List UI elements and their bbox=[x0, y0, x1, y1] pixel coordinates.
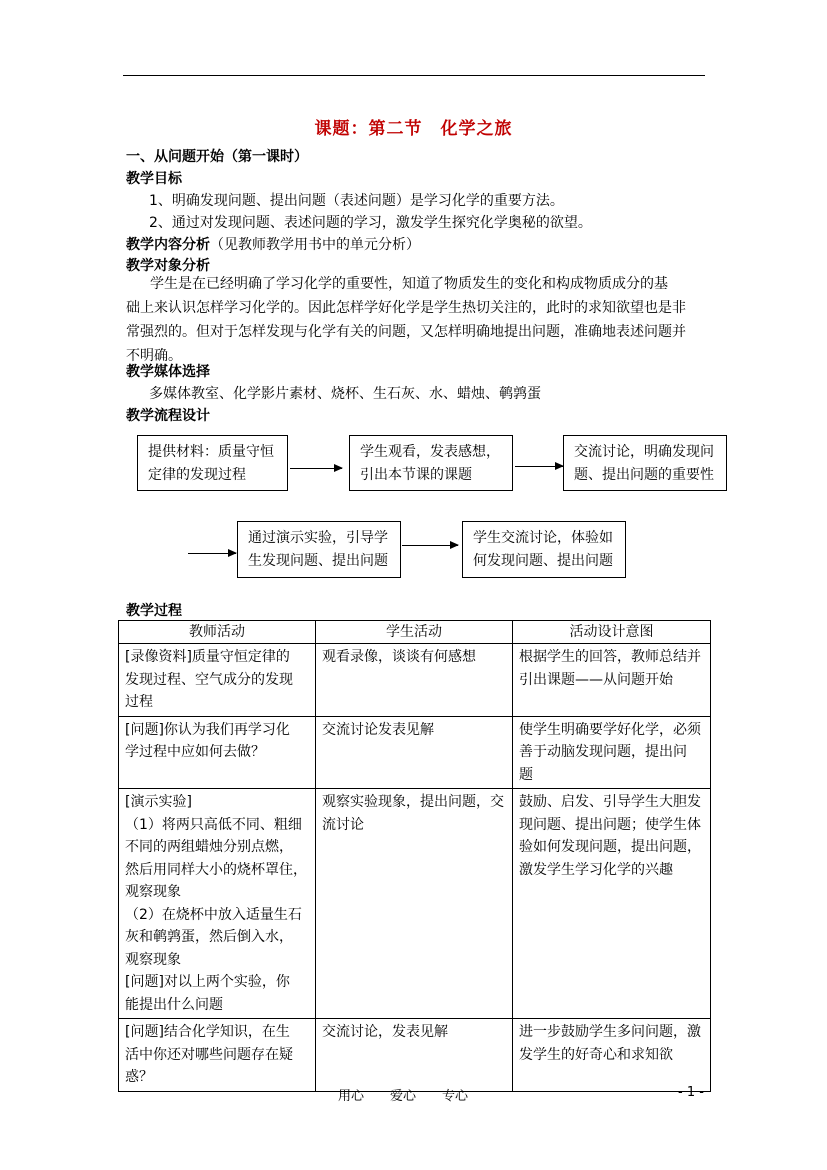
footer-item: 用心 bbox=[338, 1089, 365, 1104]
cell-line: 使学生明确要学好化学，必须 bbox=[519, 721, 701, 738]
flow-box-text: 定律的发现过程 bbox=[148, 467, 246, 483]
cell-line: 过程 bbox=[125, 694, 153, 710]
table-row bbox=[119, 644, 711, 717]
column-header-student: 学生活动 bbox=[316, 621, 513, 644]
cell-line: [问题]对以上两个实验，你 bbox=[125, 974, 290, 990]
cell-line: 观看录像，谈谈有何感想 bbox=[322, 649, 476, 665]
flow-arrow bbox=[188, 553, 236, 554]
cell-line: 观察现象 bbox=[125, 951, 181, 968]
object-analysis-heading: 教学对象分析 bbox=[126, 258, 210, 274]
paragraph-line: 常强烈的。但对于怎样发现与化学有关的问题，又怎样明确地提出问题，准确地表述问题并 bbox=[126, 324, 686, 340]
flow-box-3 bbox=[563, 435, 727, 491]
process-table bbox=[118, 620, 711, 1092]
flow-box-text: 何发现问题、提出问题 bbox=[473, 553, 613, 569]
goal-item-1: 1、明确发现问题、提出问题（表述问题）是学习化学的重要方法。 bbox=[149, 193, 564, 209]
content-analysis-title: 教学内容分析 bbox=[126, 237, 210, 253]
cell-line: 能提出什么问题 bbox=[125, 996, 223, 1013]
section-heading: 一、从问题开始（第一课时） bbox=[126, 149, 308, 165]
flow-box-text: 题、提出问题的重要性 bbox=[574, 467, 714, 483]
footer-item: 专心 bbox=[442, 1089, 469, 1104]
cell-line: 然后用同样大小的烧杯罩住， bbox=[125, 861, 307, 878]
table-header-row bbox=[119, 621, 711, 644]
cell-line: 善于动脑发现问题，提出问 bbox=[519, 744, 687, 760]
flow-box-text: 通过演示实验，引导学 bbox=[248, 530, 388, 546]
teacher-cell bbox=[119, 644, 316, 717]
flow-box-1 bbox=[137, 435, 288, 491]
cell-line: 活中你还对哪些问题存在疑 bbox=[125, 1046, 293, 1063]
paragraph-line: 础上来认识怎样学习化学的。因此怎样学好化学是学生热切关注的，此时的求知欲望也是非 bbox=[126, 300, 686, 316]
table-row bbox=[119, 1019, 711, 1092]
cell-line: [问题]结合化学知识，在生 bbox=[125, 1024, 290, 1040]
cell-line: 激发学生学习化学的兴趣 bbox=[519, 861, 673, 878]
flow-box-text: 学生观看，发表感想， bbox=[360, 444, 500, 460]
student-cell bbox=[316, 716, 513, 789]
flow-box-5 bbox=[462, 521, 626, 578]
cell-line: [演示实验] bbox=[125, 794, 192, 810]
cell-line: 观察现象 bbox=[125, 884, 181, 900]
cell-line: 进一步鼓励学生多问问题，激 bbox=[519, 1024, 701, 1040]
cell-line: 验如何发现问题，提出问题， bbox=[519, 839, 701, 855]
teacher-cell bbox=[119, 716, 316, 789]
cell-line: 观察实验现象，提出问题，交 bbox=[322, 794, 504, 810]
flow-arrow bbox=[402, 545, 458, 546]
cell-line: 灰和鹌鹑蛋，然后倒入水， bbox=[125, 929, 293, 945]
flow-heading: 教学流程设计 bbox=[126, 408, 210, 424]
student-cell bbox=[316, 789, 513, 1019]
flow-arrow bbox=[290, 468, 342, 469]
design-cell bbox=[513, 1019, 711, 1092]
flow-box-2 bbox=[349, 435, 513, 491]
header-rule bbox=[123, 75, 705, 76]
cell-line: 学过程中应如何去做？ bbox=[125, 744, 265, 760]
design-cell bbox=[513, 644, 711, 717]
cell-line: （2）在烧杯中放入适量生石 bbox=[125, 906, 302, 923]
cell-line: 流讨论 bbox=[322, 816, 364, 833]
flow-box-4 bbox=[237, 521, 401, 578]
flow-box-text: 学生交流讨论，体验如 bbox=[473, 530, 613, 546]
cell-line: 根据学生的回答，教师总结并 bbox=[519, 649, 701, 665]
cell-line: [问题]你认为我们再学习化 bbox=[125, 721, 290, 738]
teacher-cell bbox=[119, 789, 316, 1019]
cell-line: 不同的两组蜡烛分别点燃， bbox=[125, 839, 293, 855]
process-heading: 教学过程 bbox=[126, 603, 182, 619]
object-analysis-paragraph bbox=[126, 272, 706, 368]
content-analysis-heading bbox=[126, 234, 420, 254]
page-number: - 1 - bbox=[678, 1085, 704, 1100]
footer-motto bbox=[338, 1085, 494, 1104]
cell-line: （1）将两只高低不同、粗细 bbox=[125, 816, 302, 833]
cell-line: 鼓励、启发、引导学生大胆发 bbox=[519, 794, 701, 810]
flow-box-text: 引出本节课的课题 bbox=[360, 467, 472, 483]
flow-box-text: 生发现问题、提出问题 bbox=[248, 553, 388, 569]
flow-arrow bbox=[515, 466, 563, 467]
paragraph-line: 学生是在已经明确了学习化学的重要性，知道了物质发生的变化和构成物质成分的基 bbox=[150, 276, 668, 292]
page-title: 课题：第二节 化学之旅 bbox=[314, 119, 513, 139]
student-cell bbox=[316, 644, 513, 717]
footer-item: 爱心 bbox=[390, 1089, 417, 1104]
flow-box-text: 提供材料：质量守恒 bbox=[148, 444, 274, 460]
design-cell bbox=[513, 789, 711, 1019]
content-analysis-note: （见教师教学用书中的单元分析） bbox=[210, 237, 420, 253]
column-header-teacher: 教师活动 bbox=[119, 621, 316, 644]
table-row bbox=[119, 789, 711, 1019]
student-cell bbox=[316, 1019, 513, 1092]
cell-line: 惑？ bbox=[125, 1069, 153, 1085]
cell-line: 交流讨论，发表见解 bbox=[322, 1024, 448, 1040]
teacher-cell bbox=[119, 1019, 316, 1092]
flow-box-text: 交流讨论，明确发现问 bbox=[574, 444, 714, 460]
cell-line: 发现过程、空气成分的发现 bbox=[125, 671, 293, 688]
goals-heading: 教学目标 bbox=[126, 171, 182, 187]
paragraph-line: 不明确。 bbox=[126, 348, 182, 364]
media-text: 多媒体教室、化学影片素材、烧杯、生石灰、水、蜡烛、鹌鹑蛋 bbox=[149, 386, 541, 402]
cell-line: 交流讨论发表见解 bbox=[322, 721, 434, 738]
cell-line: 引出课题——从问题开始 bbox=[519, 671, 673, 688]
cell-line: [录像资料]质量守恒定律的 bbox=[125, 649, 290, 665]
design-cell bbox=[513, 716, 711, 789]
media-heading: 教学媒体选择 bbox=[126, 364, 210, 380]
goal-item-2: 2、通过对发现问题、表述问题的学习，激发学生探究化学奥秘的欲望。 bbox=[149, 215, 592, 231]
cell-line: 发学生的好奇心和求知欲 bbox=[519, 1046, 673, 1063]
cell-line: 现问题、提出问题；使学生体 bbox=[519, 816, 701, 833]
table-row bbox=[119, 716, 711, 789]
column-header-design: 活动设计意图 bbox=[513, 621, 711, 644]
cell-line: 题 bbox=[519, 766, 533, 783]
